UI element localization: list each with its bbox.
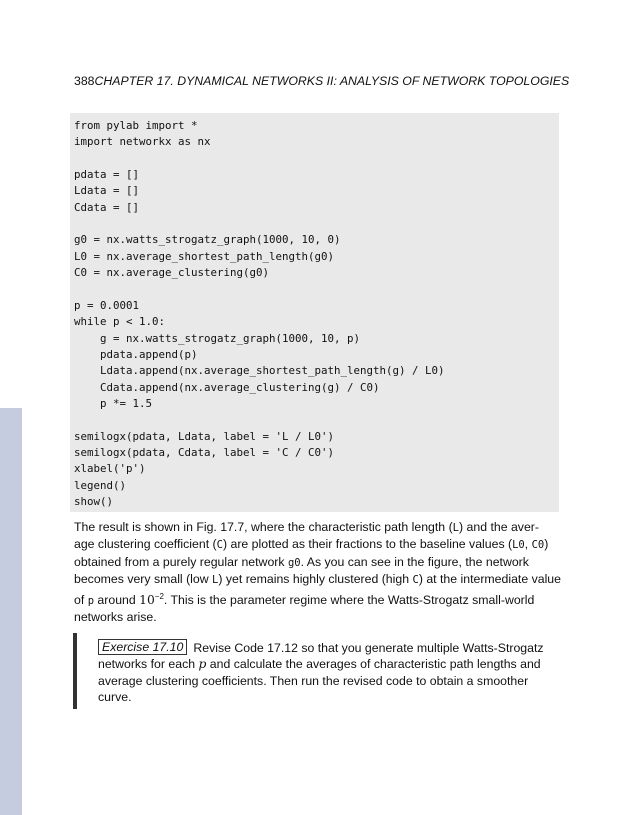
- code-line: p = 0.0001: [74, 298, 140, 312]
- code-line: p *= 1.5: [74, 396, 153, 410]
- code-line: Ldata = []: [74, 184, 140, 198]
- code-line: Cdata = []: [74, 200, 140, 214]
- code-line: xlabel('p'): [74, 462, 146, 476]
- code-line: pdata = []: [74, 168, 140, 182]
- code-line: show(): [74, 495, 114, 509]
- paragraph-line: of p around $10^{-2}$. This is the parameter regime where the Watts-Strogatz small-world: [74, 591, 535, 607]
- code-line: semilogx(pdata, Ldata, label = 'L / L0'): [74, 429, 335, 443]
- page-header: [74, 74, 569, 88]
- exercise-line: average clustering coefficients. Then run the revised code to obtain a smoother: [98, 673, 529, 688]
- paragraph-line: becomes very small (low L) yet remains highly clustered (high C) at the intermediate value: [74, 572, 561, 587]
- result-paragraph: [74, 519, 561, 626]
- code-line: Cdata.append(nx.average_clustering(g) / C0): [74, 380, 380, 394]
- code-line: while p < 1.0:: [74, 315, 166, 329]
- exercise-label: Exercise 17.10: [98, 639, 187, 655]
- exercise-line: curve.: [98, 690, 132, 705]
- code-line: g = nx.watts_strogatz_graph(1000, 10, p): [74, 331, 361, 345]
- exercise-line: Exercise 17.10 Revise Code 17.12 so that you generate multiple Watts-Strogatz: [98, 640, 558, 656]
- code-line: L0 = nx.average_shortest_path_length(g0): [74, 249, 335, 263]
- paragraph-line: networks arise.: [74, 610, 157, 625]
- code-line: from pylab import *: [74, 119, 198, 132]
- code-line: pdata.append(p): [74, 347, 198, 361]
- side-margin-tab: [0, 408, 22, 815]
- exercise-sidebar: [73, 633, 77, 709]
- paragraph-line: age clustering coefficient (C) are plotted as their fractions to the baseline values (L0, C0): [74, 537, 549, 552]
- page-number: 388: [74, 74, 95, 88]
- chapter-title: CHAPTER 17. DYNAMICAL NETWORKS II: ANALYSIS OF NETWORK TOPOLOGIES: [94, 74, 570, 88]
- paragraph-line: obtained from a purely regular network g0. As you can see in the figure, the network: [74, 554, 529, 569]
- code-line: import networkx as nx: [74, 135, 211, 149]
- exercise-line: networks for each p and calculate the averages of characteristic path lengths and: [98, 657, 541, 672]
- code-line: legend(): [74, 478, 127, 492]
- paragraph-line: The result is shown in Fig. 17.7, where the characteristic path length (L) and the aver-: [74, 520, 539, 534]
- exercise-block: [98, 640, 558, 706]
- code-line: Ldata.append(nx.average_shortest_path_length(g) / L0): [74, 364, 445, 378]
- code-line: C0 = nx.average_clustering(g0): [74, 266, 270, 280]
- code-line: semilogx(pdata, Cdata, label = 'C / C0'): [74, 446, 335, 459]
- code-line: g0 = nx.watts_strogatz_graph(1000, 10, 0): [74, 233, 341, 247]
